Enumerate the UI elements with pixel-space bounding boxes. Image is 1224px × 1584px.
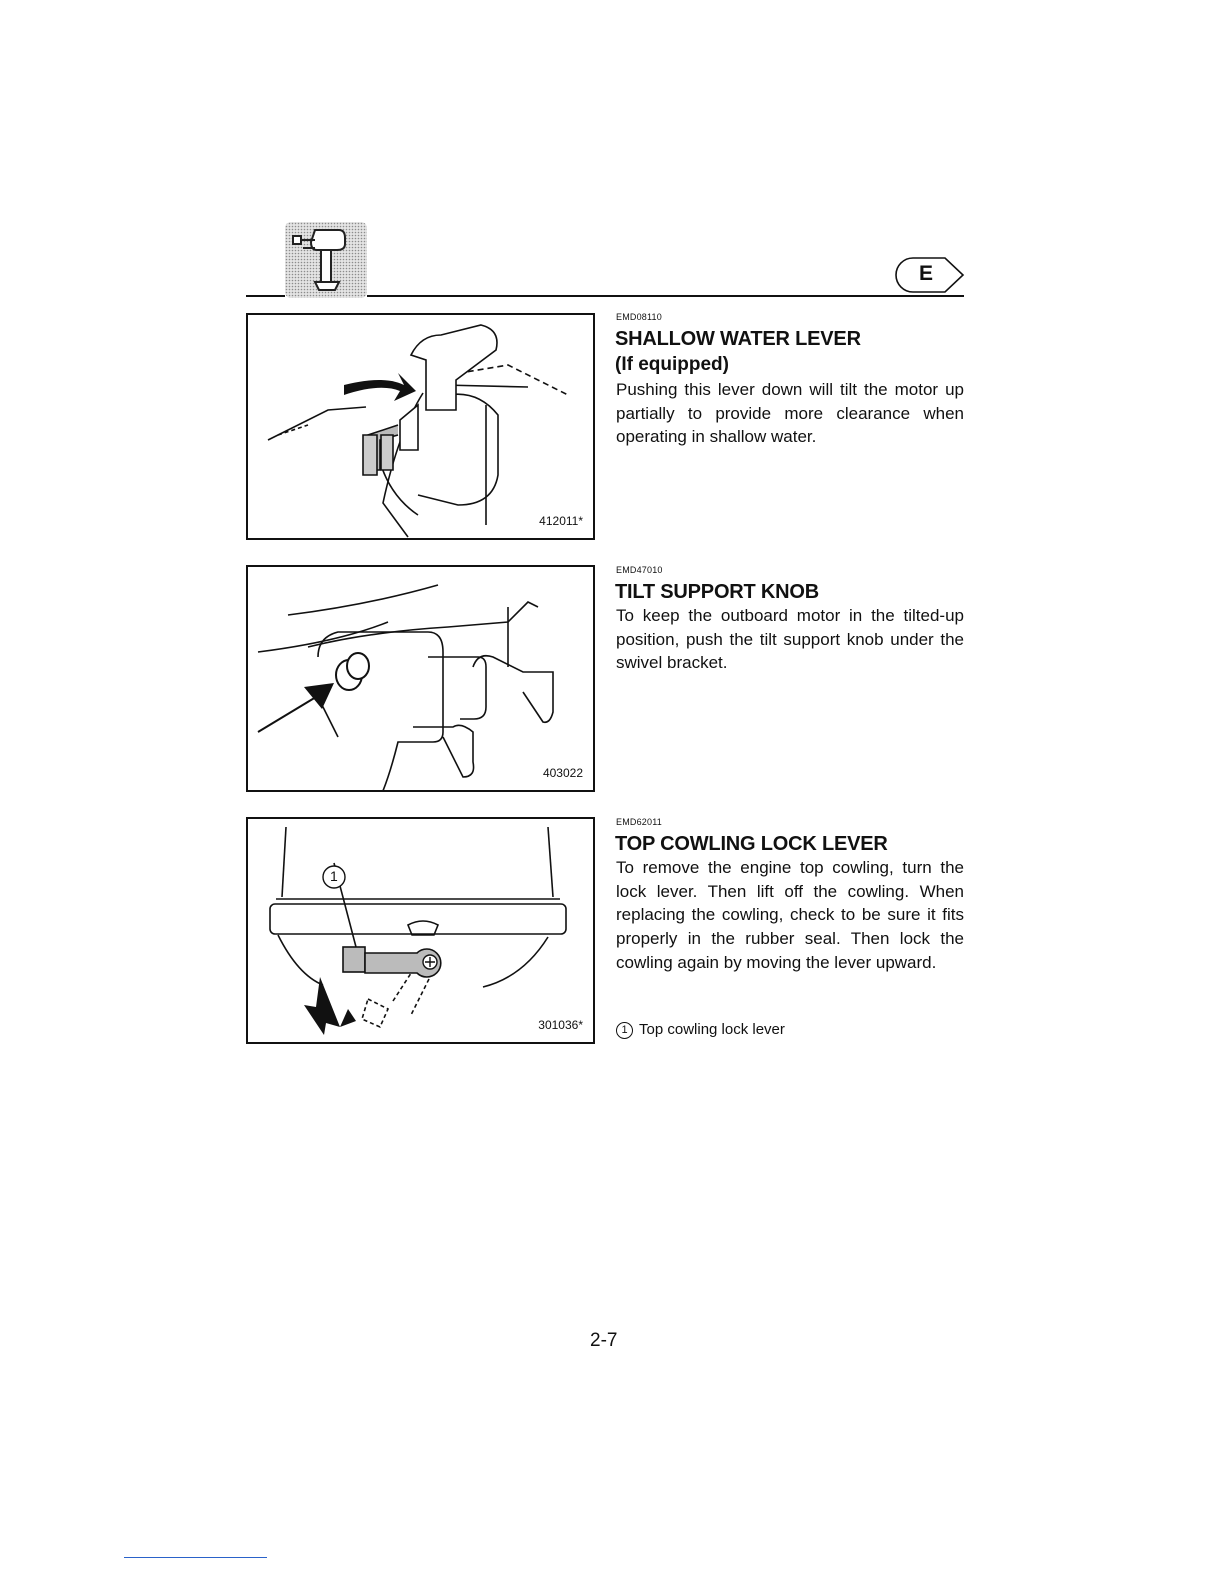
- language-badge-label: E: [919, 262, 934, 285]
- doc-code: EMD08110: [616, 312, 662, 322]
- top-cowling-lock-lever-illustration: [248, 819, 593, 1042]
- doc-code: EMD47010: [616, 565, 663, 575]
- figure-code: 301036*: [538, 1018, 583, 1032]
- figure-top-cowling-lock-lever: [246, 817, 595, 1044]
- outboard-motor-icon: [285, 222, 367, 298]
- page-number: 2-7: [590, 1330, 618, 1351]
- legend-item: [616, 1021, 785, 1039]
- figure-tilt-support-knob: [246, 565, 595, 792]
- footer-link-line: [124, 1557, 267, 1558]
- section-body: To keep the outboard motor in the tilted-up position, push the tilt support knob under the swivel bracket.: [616, 606, 964, 673]
- section-title: SHALLOW WATER LEVER: [615, 328, 861, 350]
- language-badge: [893, 256, 965, 294]
- section-title: TOP COWLING LOCK LEVER: [615, 833, 888, 855]
- doc-code: EMD62011: [616, 817, 662, 827]
- shallow-water-lever-illustration: [248, 315, 593, 538]
- legend-number: 1: [616, 1022, 633, 1039]
- header-rule-left: [246, 295, 285, 297]
- legend-text: Top cowling lock lever: [639, 1021, 785, 1038]
- tilt-support-knob-illustration: [248, 567, 593, 790]
- section-title: TILT SUPPORT KNOB: [615, 581, 820, 603]
- section-subtitle: (If equipped): [615, 354, 729, 375]
- figure-code: 403022: [542, 766, 583, 780]
- section-body: To remove the engine top cowling, turn the lock lever. Then lift off the cowling. When replacing the cowling, check to be sure it fits properly in the rubber seal. Then lock the cowling again by moving the lever upward.: [616, 858, 964, 972]
- section-body: Pushing this lever down will tilt the motor up partially to provide more clearance when operating in shallow water.: [616, 380, 964, 447]
- figure-shallow-water-lever: [246, 313, 595, 540]
- push-down-arrow-icon: [344, 373, 416, 401]
- header-rule-right: [367, 295, 964, 297]
- figure-code: 412011*: [539, 514, 583, 528]
- rotate-arrow-icon: [304, 977, 340, 1035]
- callout-number: 1: [330, 868, 338, 884]
- push-in-arrow-icon: [304, 683, 334, 709]
